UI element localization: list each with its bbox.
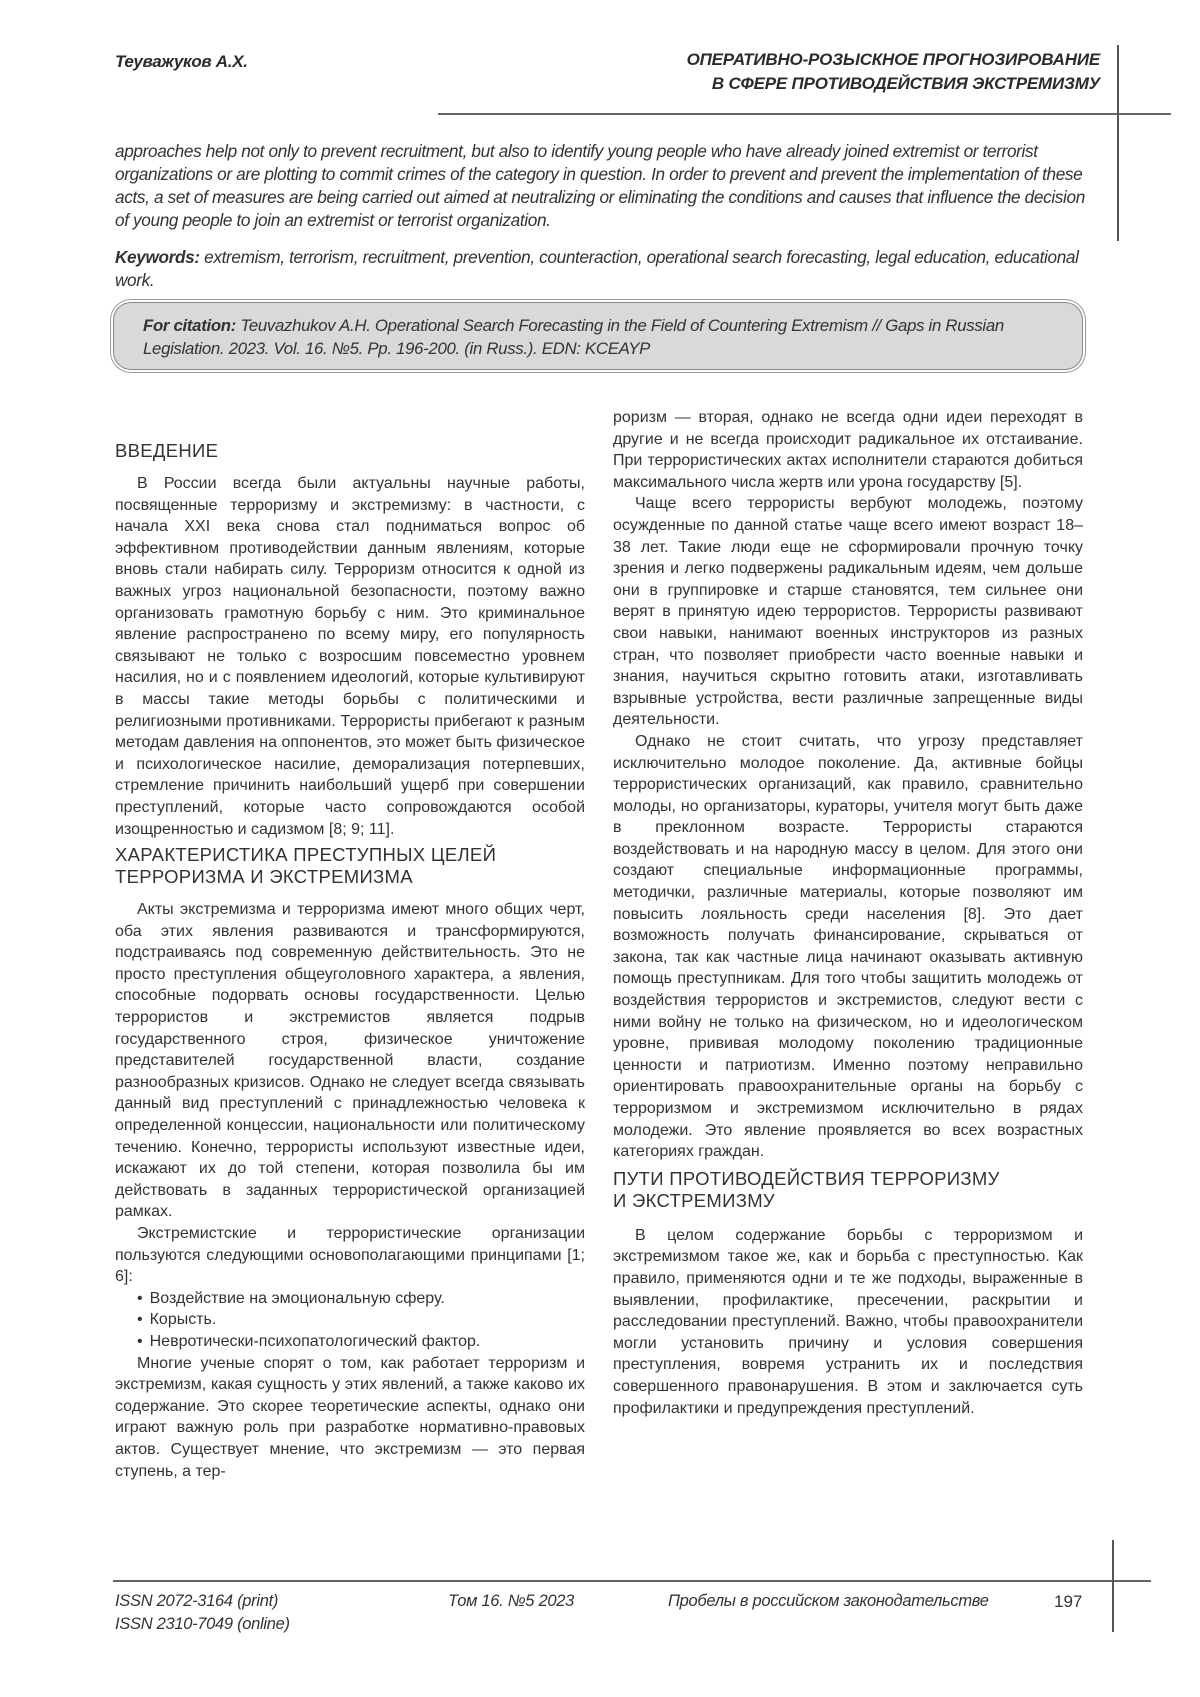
list-item: • Воздействие на эмоциональную сферу. <box>115 1288 585 1310</box>
heading-line: ТЕРРОРИЗМА И ЭКСТРЕМИЗМА <box>115 866 413 888</box>
section-heading-introduction: ВВЕДЕНИЕ <box>115 440 219 461</box>
right-column <box>613 407 1083 1419</box>
heading-line: ПУТИ ПРОТИВОДЕЙСТВИЯ ТЕРРОРИЗМУ <box>613 1167 1000 1189</box>
list-item: • Корысть. <box>115 1309 585 1331</box>
paragraph-continued: роризм — вторая, однако не всегда одни идеи переходят в другие и не всегда происходит радикальное их отстаивание. При террористических актах исполнители стараются добиться максимального числа жертв или урона государству [5]. <box>613 409 1083 491</box>
footer-volume: Том 16. №5 2023 <box>448 1592 574 1610</box>
running-header-title-line1: ОПЕРАТИВНО-РОЗЫСКНОЕ ПРОГНОЗИРОВАНИЕ <box>686 50 1100 69</box>
paragraph: Однако не стоит считать, что угрозу представляет исключительно молодое поколение. Да, активные бойцы террористических организаций, как правило, сравнительно молоды, но организаторы, кураторы, учителя могут быть даже в преклонном возрасте. Террористы стараются воздействовать и на народную массу в целом. Для этого они создают специальные информационные программы, методички, различные материалы, которые позволяют им повысить лояльность среди населения [8]. Это дает возможность получать финансирование, скрываться от закона, так как частные лица начинают оказывать активную помощь преступникам. Для того чтобы защитить молодежь от воздействия террористов и экстремистов, следуют вести с ними войну не только на физическом, но и идеологическом уровне, прививая молодому поколению традиционные ценности и патриотизм. Именно поэтому неправильно ориентировать правоохранительные органы на борьбу с терроризмом и экстремизмом исключительно в рядах молодежи. Это явление проявляется во всех возрастных категориях граждан. <box>613 732 1083 1161</box>
abstract-text: approaches help not only to prevent recruitment, but also to identify young people who have already joined extremist or terrorist organizations or are plotting to commit crimes of the category in question. In order to prevent and prevent the implementation of these acts, a set of measures are being carried out aimed at neutralizing or eliminating the conditions and causes that influence the decision of young people to join an extremist or terrorist organization. <box>115 141 1085 230</box>
running-header-title <box>687 48 1100 96</box>
paragraph: В целом содержание борьбы с терроризмом и экстремизмом такое же, как и борьба с преступностью. Как правило, применяются одни и те же подходы, выраженные в выявлении, профилактике, пресечении, раскрытии и расследовании преступлений. Важно, чтобы правоохранители могли установить причину и условия совершения преступления, вовремя устранить их и последствия совершенного правонарушения. В этом и заключается суть профилактики и предупреждения преступлений. <box>613 1226 1083 1417</box>
list-item: • Невротически-психопатологический фактор. <box>115 1331 585 1353</box>
keywords-label: Keywords: <box>115 247 200 267</box>
footer-journal-name: Пробелы в российском законодательстве <box>668 1592 989 1610</box>
citation-text <box>143 314 1068 360</box>
issn-online: ISSN 2310-7049 (online) <box>115 1615 290 1633</box>
paragraph: В России всегда были актуальны научные работы, посвященные терроризму и экстремизму: в частности, с начала XXI века снова стал подниматься вопрос об эффективном противодействии данным явлениям, которые вновь стали набирать силу. Терроризм относится к одной из важных угроз национальной безопасности, поэтому важно организовать грамотную борьбу с ним. Это криминальное явление распространено по всему миру, его популярность связывают не только с возросшим повсеместно уровнем насилия, но и с появлением идеологий, которые культивируют в массы такие методы борьбы с политическими и религиозными противниками. Террористы прибегают к разным методам давления на оппонентов, это может быть физическое и психологическое насилие, деморализация потерпевших, стремление причинить наибольший ущерб при совершении преступлений, которые часто сопровождаются особой изощренностью и садизмом [8; 9; 11]. <box>115 475 585 838</box>
footer-crop-mark <box>1112 1540 1114 1632</box>
citation-body: Teuvazhukov A.H. Operational Search Forecasting in the Field of Countering Extremism // Gaps in Russian Legislation. 2023. Vol. 16. №5. Pp. 196-200. (in Russ.). EDN: KCEAYP <box>143 316 1004 358</box>
running-header-title-line2: В СФЕРЕ ПРОТИВОДЕЙСТВИЯ ЭКСТРЕМИЗМУ <box>711 74 1100 93</box>
abstract <box>115 140 1085 292</box>
left-column <box>115 440 585 1482</box>
issn-print: ISSN 2072-3164 (print) <box>115 1592 279 1610</box>
paragraph: Чаще всего террористы вербуют молодежь, поэтому осужденные по данной статье чаще всего имеют возраст 18–38 лет. Такие люди еще не сформировали прочную точку зрения и легко подвержены радикальным идеям, чем дольше они в группировке и старше становятся, тем сильнее они верят в принятую идею террористов. Террористы развивают свои навыки, нанимают военных инструкторов из разных стран, что позволяет приобрести часто военные навыки и знания, научиться скрытно готовить атаки, изготавливать взрывные устройства, вести различные запрещенные виды деятельности. <box>613 495 1083 729</box>
running-header-author: Теуважуков А.Х. <box>115 52 248 71</box>
heading-line: И ЭКСТРЕМИЗМУ <box>613 1189 775 1211</box>
header-crop-mark <box>1117 45 1119 241</box>
principles-list <box>115 1288 585 1353</box>
paragraph: Многие ученые спорят о том, как работает терроризм и экстремизм, какая сущность у этих явлений, а также каково их содержание. Это скорее теоретические аспекты, однако они играют важную роль при разработке нормативно-правовых актов. Существует мнение, что экстремизм — это первая ступень, а тер- <box>115 1354 585 1480</box>
header-rule <box>438 113 1171 115</box>
section-heading-characteristics <box>115 844 585 888</box>
heading-line: ХАРАКТЕРИСТИКА ПРЕСТУПНЫХ ЦЕЛЕЙ <box>115 844 497 866</box>
paragraph: Экстремистские и террористические организации пользуются следующими основополагающими принципами [1; 6]: <box>115 1225 585 1286</box>
keywords-list: extremism, terrorism, recruitment, prevention, counteraction, operational search forecasting, legal education, educational work. <box>115 247 1079 290</box>
section-heading-countermeasures <box>613 1168 1083 1212</box>
paragraph: Акты экстремизма и терроризма имеют много общих черт, оба этих явления развиваются и трансформируются, подстраиваясь под современную действительность. Это не просто преступления общеуголовного характера, а явления, способные подорвать основы государственности. Целью террористов и экстремистов является подрыв государственного строя, физическое уничтожение представителей государственной власти, создание разнообразных кризисов. Однако не следует всегда связывать данный вид преступлений с принадлежностью человека к определенной концессии, национальности или политическому течению. Конечно, террористы используют известные идеи, искажают их до той степени, которая позволила бы им действовать в заданных террористической организацией рамках. <box>115 901 585 1221</box>
footer-rule <box>113 1580 1151 1582</box>
keywords <box>115 246 1085 292</box>
page-number: 197 <box>1054 1592 1083 1611</box>
citation-label: For citation: <box>143 316 237 335</box>
footer-issn <box>115 1590 290 1636</box>
